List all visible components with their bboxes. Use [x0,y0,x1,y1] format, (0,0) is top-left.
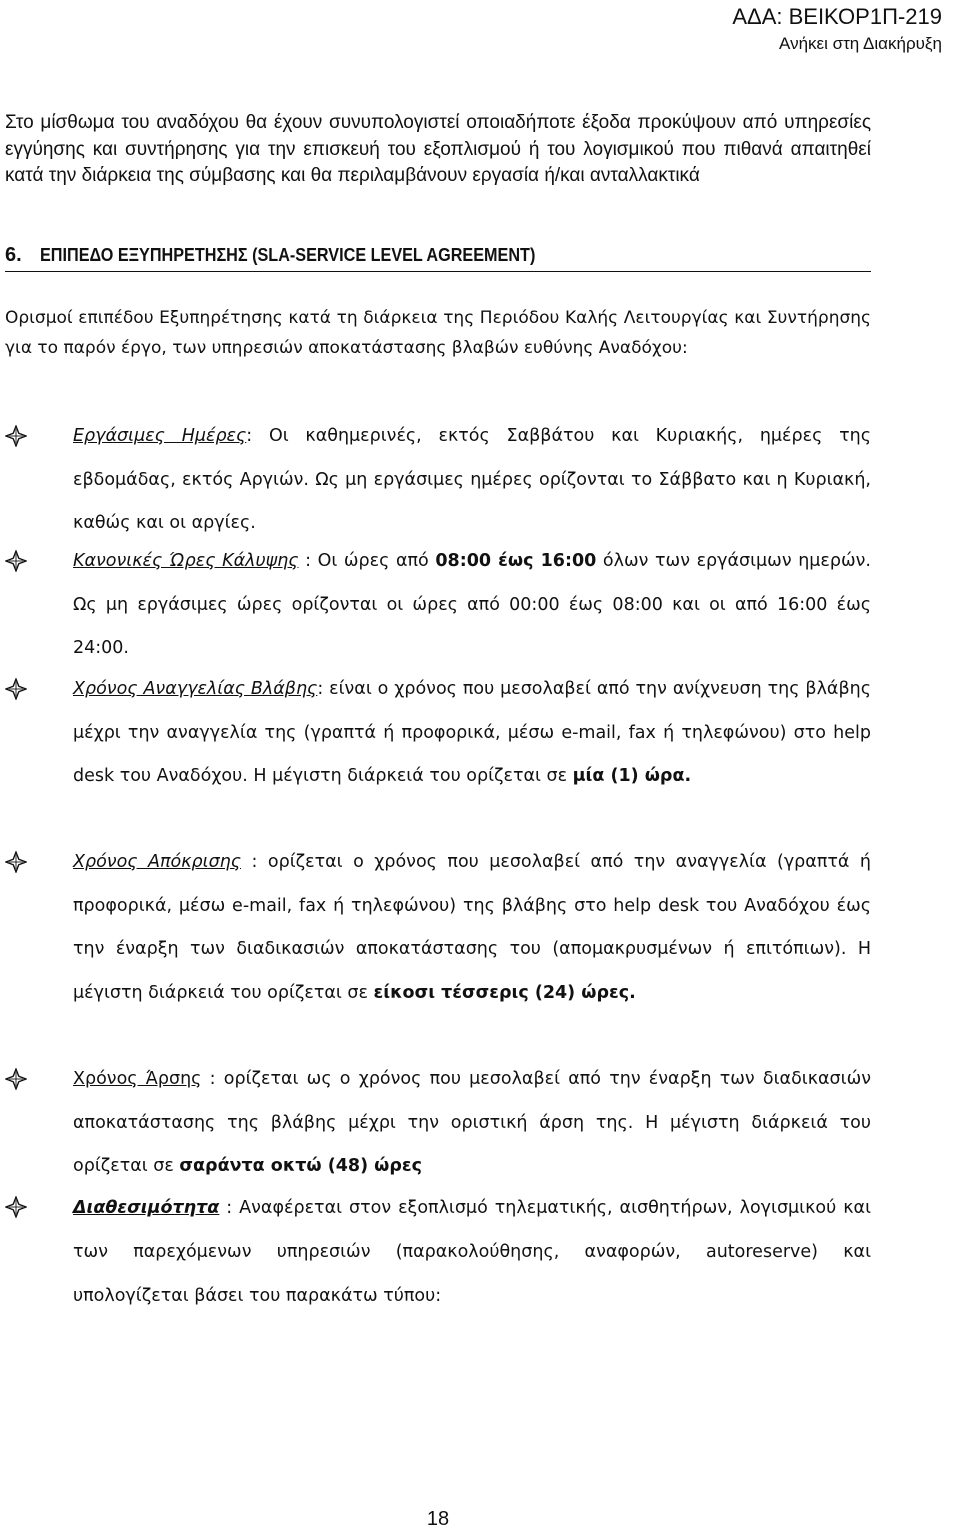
list-item-text [5,1058,871,1189]
diamond-bullet-icon [5,851,27,873]
definition-text: : ορίζεται ο χρόνος που μεσολαβεί από την αναγγελία (γραπτά ή προφορικά, μέσω e-mail, fax ή τηλεφώνου) της βλάβης στο help desk του Αναδόχου έως την έναρξη των διαδικασιών αποκατάστασης του (απομακρυσμένων ή επιτόπιων). Η μέγιστη διάρκειά του ορίζεται σε [73,852,871,1003]
resolution-time-max: σαράντα οκτώ (48) ώρες [179,1156,423,1176]
term-resolution-time: Χρόνος Άρσης [73,1069,202,1089]
section-heading [5,242,871,272]
term-working-days: Εργάσιμες Ημέρες [73,426,247,446]
fault-report-max: μία (1) ώρα. [572,766,692,786]
list-item-text [5,841,871,1015]
section-title: ΕΠΙΠΕΔΟ ΕΞΥΠΗΡΕΤΗΣΗΣ (SLA-SERVICE LEVEL AGREEMENT) [39,245,536,265]
definition-text: : ορίζεται ως ο χρόνος που μεσολαβεί από την έναρξη των διαδικασιών αποκατάστασης της βλάβης μέχρι την οριστική άρση της. Η μέγιστη διάρκειά του ορίζεται σε [73,1069,871,1176]
diamond-bullet-icon [5,425,27,447]
list-item [5,1058,871,1189]
definition-text: : Οι καθημερινές, εκτός Σαββάτου και Κυριακής, ημέρες της εβδομάδας, εκτός Αργιών. Ως μη εργάσιμες ημέρες ορίζονται το Σάββατο και η Κυριακή, καθώς και οι αργίες. [73,426,872,533]
page-number: 18 [426,1508,450,1530]
list-item [5,415,871,546]
diamond-bullet-icon [5,1068,27,1090]
coverage-hours-value: 08:00 έως 16:00 [435,551,597,571]
definition-text: : Αναφέρεται στον εξοπλισμό τηλεματικής, αισθητήρων, λογισμικού και των παρεχόμενων υπηρεσιών (παρακολούθησης, αναφορών, autoreserve) και υπολογίζεται βάσει του παρακάτω τύπου: [73,1198,871,1306]
list-item-text [5,540,871,671]
diamond-bullet-icon [5,678,27,700]
term-fault-report-time: Χρόνος Αναγγελίας Βλάβης [73,679,318,699]
term-availability: Διαθεσιμότητα [73,1198,220,1218]
definition-text: όλων των εργάσιμων ημερών. Ως μη εργάσιμες ώρες ορίζονται οι ώρες από 00:00 έως 08:00 και οι από 16:00 έως 24:00. [73,551,871,658]
list-item [5,540,871,671]
list-item [5,841,871,1015]
diamond-bullet-icon [5,550,27,572]
definition-text: : Οι ώρες από [298,551,436,571]
definition-text: : είναι ο χρόνος που μεσολαβεί από την ανίχνευση της βλάβης μέχρι την αναγγελία της (γραπτά ή προφορικά, μέσω e-mail, fax ή τηλεφώνου) στο help desk του Αναδόχου. Η μέγιστη διάρκειά του ορίζεται σε [73,679,871,786]
list-item-text [5,668,871,799]
ada-code: ΑΔΑ: ΒΕΙΚΟΡ1Π-219 [732,4,942,29]
definitions-intro: Ορισμοί επιπέδου Εξυπηρέτησης κατά τη διάρκεια της Περιόδου Καλής Λειτουργίας και Συντήρησης για το παρόν έργο, των υπηρεσιών αποκατάστασης βλαβών ευθύνης Αναδόχου: [5,308,871,358]
list-item [5,668,871,799]
list-item-text [5,1186,871,1318]
list-item [5,1186,871,1318]
section-number: 6. [5,244,22,266]
term-coverage-hours: Κανονικές Ώρες Κάλυψης [73,551,299,571]
intro-paragraph: Στο μίσθωμα του αναδόχου θα έχουν συνυπολογιστεί οποιαδήποτε έξοδα προκύψουν από υπηρεσίες εγγύησης και συντήρησης για την επισκευή του εξοπλισμού ή του λογισμικού που πιθανά απαιτηθεί κατά την διάρκεια της σύμβασης και θα περιλαμβάνουν εργασία ή/και ανταλλακτικά [5,112,871,186]
list-item-text [5,415,871,546]
document-status: Ανήκει στη Διακήρυξη [779,34,942,53]
diamond-bullet-icon [5,1196,27,1218]
term-response-time: Χρόνος Απόκρισης [73,852,242,872]
response-time-max: είκοσι τέσσερις (24) ώρες. [373,982,636,1003]
page-header [732,4,942,55]
